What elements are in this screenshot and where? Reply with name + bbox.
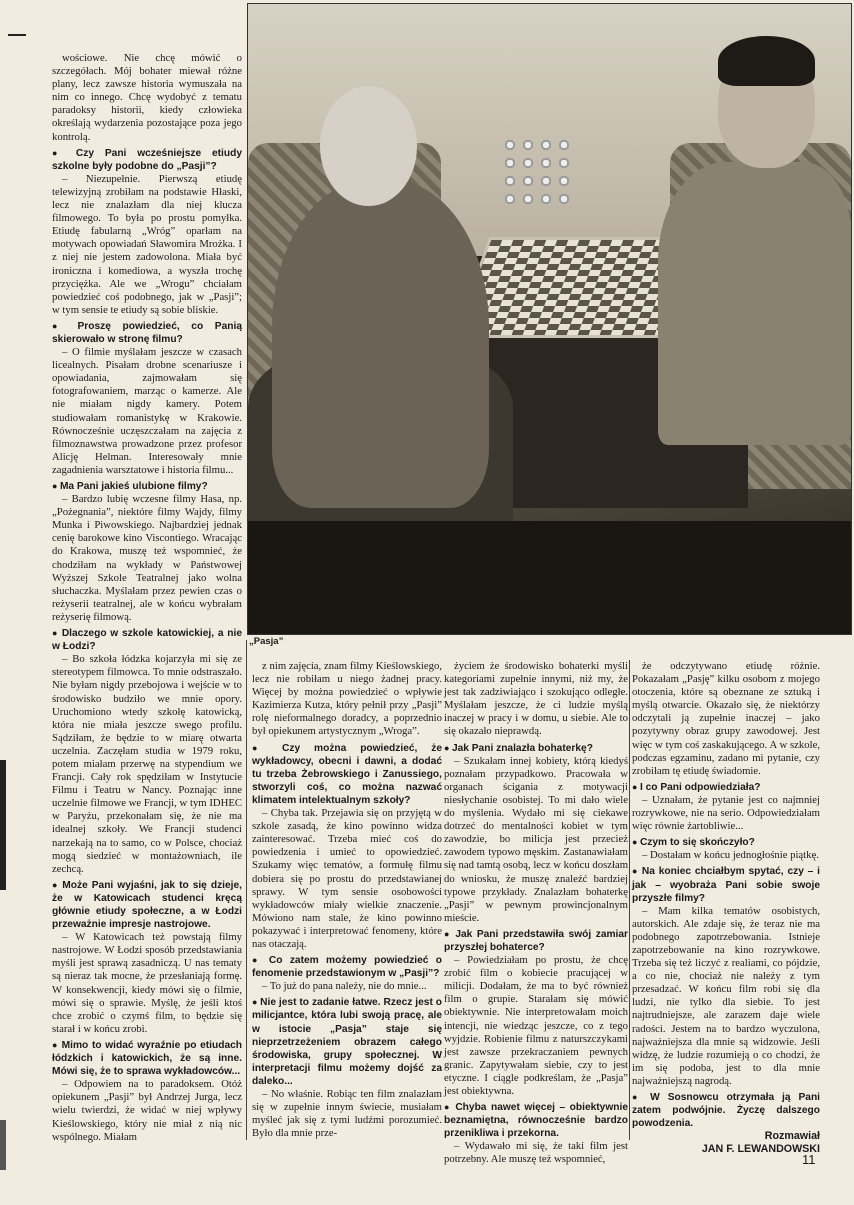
interview-question: ● Czy można powiedzieć, że wykładowcy, obecni i dawni, a dodać tu trzeba Żebrowskiego i Zanussiego, stworzyli coś, co można nazwać klimatem intelektualnym szkoły? (252, 742, 442, 807)
interview-question: ● Mimo to widać wyraźnie po etiudach łódzkich i katowickich, że są inne. Mówi się, że to sprawa wykładowców... (52, 1039, 242, 1078)
interview-question: ● Czym to się skończyło? (632, 836, 820, 849)
interview-question: ● Może Pani wyjaśni, jak to się dzieje, że w Katowicach studenci kręcą głównie etiudy społeczne, a w Łodzi przeważnie impresje nastrojowe. (52, 879, 242, 931)
answer-paragraph: z nim zajęcia, znam filmy Kieślowskiego, lecz nie robiłam u niego żadnej pracy. Więcej by można powiedzieć o wpływie Kazimierza Kutza, który pełnił przy „Pasji” rolę nieformalnego doradcy, a poprzednio był opiekunem artystycznym „Wroga”. (252, 660, 442, 738)
signature-line: JAN F. LEWANDOWSKI (701, 1143, 820, 1156)
page-number: 11 (802, 1152, 816, 1167)
answer-paragraph: że odczytywano etiudę różnie. Pokazałam „Pasję” kilku osobom z mojego otoczenia, które są obeznane ze sztuką i myślą otwarcie. Okazało się, że niektórzy odczytali ją zupełnie inaczej – jako pozytywny obraz grupy zawodowej. Jest więc w tym coś zaskakującego. A w szkole, podczas egzaminu, zadano mi pytanie, czy zrobiłam tę etiudę świadomie. (632, 660, 820, 777)
answer-paragraph: – Dostałam w końcu jednogłośnie piątkę. (642, 849, 819, 862)
interview-question: ● Czy Pani wcześniejsze etiudy szkolne były podobne do „Pasji”? (52, 147, 242, 173)
column-rule (629, 660, 630, 1140)
interview-question: ● W Sosnowcu otrzymała ją Pani zatem podwójnie. Życzę dalszego powodzenia. (632, 1091, 820, 1130)
answer-paragraph: – Bardzo lubię wczesne filmy Hasa, np. „Pożegnania”, niektóre filmy Wajdy, filmy Munka i Piwowskiego. Najbardziej jednak cenię barokowe kino Viscontiego. Wracając do Krakowa, muszę też wspomnieć, że chodziłam na wykłady w Państwowej Wyższej Szkole Teatralnej jako wolna słuchaczka. Myślałam przez pewien czas o reżyserii teatralnej, ale w końcu wybrałam reżyserię filmową. (52, 493, 242, 623)
top-left-rule (8, 34, 26, 36)
answer-paragraph: – Szukałam innej kobiety, którą kiedyś poznałam przypadkowo. Pracowała w organach ścigania z motywacji niesłychanie osobistej. To mi dało wiele do myślenia. Wydało mi się ciekawe dotrzeć do mentalności kobiet w tym zawodzie, bo milicja jest przecież zawodem typowo męskim. Zastanawiałam się nad tamtą osobą, lecz w końcu doszłam do wniosku, że muszę znaleźć bardziej typowe przykłady. Znalazłam bohaterkę „Pasji” w pewnym prowincjonalnym mieście. (444, 754, 629, 924)
answer-paragraph: – W Katowicach też powstają filmy nastrojowe. W Łodzi sposób przedstawiania myśli jest sprawą zasadniczą. U nas tematy są nieraz tak mocne, że przesłaniają formę. W konsekwencji, kiedy mówi się o filmie, mówi się o sprawie. Myślę, że jeśli ktoś chce zrobić o czymś film, to będzie się starał i w końcu zrobi. (52, 931, 242, 1035)
answer-paragraph: – Wydawało mi się, że taki film jest potrzebny. Ale muszę też wspomnieć, (444, 1140, 628, 1166)
answer-paragraph: życiem że środowisko bohaterki myśli kategoriami zupełnie innymi, niż my, że jest tak zadziwiająco i szokująco odległe. Myślałam jeszcze, że ci ludzie myślą inaczej w pracy i w domu, u siebie. Ale to się okazało nieprawdą. (444, 660, 628, 738)
interview-question: ● Na koniec chciałbym spytać, czy – i jak – wyobraża Pani sobie swoje przyszłe filmy? (632, 865, 820, 904)
column-rule (246, 640, 247, 1140)
interview-question: ● Dlaczego w szkole katowickiej, a nie w Łodzi? (52, 627, 242, 653)
left-edge-mark (0, 760, 6, 890)
left-edge-mark-lower (0, 1120, 6, 1170)
answer-paragraph: – Chyba tak. Przejawia się on przyjętą w szkole zasadą, że kino powinno widza zainteresować. Trzeba mieć coś do powiedzenia i umieć to opowiedzieć. Szukamy więc tematów, a formułę filmu dobiera się po prostu do przedstawianej sprawy. W tym sensie osobowości wykładowców miały wielkie znaczenie. Mówiono nam stale, że kino powinno pokazywać i interpretować fenomeny, które nas otaczają. (252, 807, 442, 950)
text-column-3 (444, 660, 629, 1166)
interview-question: ● Chyba nawet więcej – obiektywnie beznamiętna, równocześnie bardzo przenikliwa i przekorna. (444, 1101, 628, 1140)
interview-question: ● Proszę powiedzieć, co Panią skierowało w stronę filmu? (52, 320, 242, 346)
interview-question: ● Co zatem możemy powiedzieć o fenomenie przedstawionym w „Pasji”? (252, 954, 442, 980)
answer-paragraph: – Mam kilka tematów osobistych, autorskich. Ale zdaje się, że teraz nie ma podobnego zapotrzebowania. Istnieje zapotrzebowanie na kino rozrywkowe. Trzeba się też liczyć z realiami, co pójdzie, a co nie, chociaż nie należy z tym przesadzać. W końcu film robi się dla ludzi, nie tylko dla siebie. To jest najtrudniejsze, ale zarazem daje wiele radości. Jestem na to bardzo wyczulona, najważniejsza dla mnie są widzowie. Jeśli widzę, że ludzie rozumieją o co chodzi, że im się podoba, jest to dla mnie najważniejszą nagrodą. (632, 904, 820, 1087)
interview-question: ● Ma Pani jakieś ulubione filmy? (52, 480, 242, 493)
interview-question: ● Jak Pani przedstawiła swój zamiar przyszłej bohaterce? (444, 928, 628, 954)
answer-paragraph: – To już do pana należy, nie do mnie... (262, 980, 427, 993)
answer-paragraph: – Odpowiem na to paradoksem. Otóż opiekunem „Pasji” był Andrzej Jurga, lecz wielu twierdzi, że widać w niej wpływy Kieślowskiego, który nie miał z nią nic wspólnego. Miałam (52, 1078, 242, 1143)
answer-paragraph: – Bo szkoła łódzka kojarzyła mi się ze stereotypem filmowca. To mnie odstraszało. Nie byłam nigdy przebojowa i wejście w to środowisko budziło we mnie opory. Uruchomiono wtedy szkołę katowicką, która nie miała jeszcze swego profilu. Sądziłam, że będzie to w miarę otwarta uczelnia. Zaczęłam studia w 1979 roku, potem miałam przerwę na stypendium we Francji. Cały rok spędziłam w Instytucie Filmu i Teatru w Nancy. Poznając inne uczelnie filmowe we Francji, w tym IDHEC w Paryżu, przekonałam się, że nie ma idealnej szkoły. We Francji studenci narzekają na to samo, co w Polsce, chociaż mogą siedzieć w montażowniach, ile zechcą. (52, 653, 242, 875)
answer-paragraph: wościowe. Nie chcę mówić o szczegółach. Mój bohater miewał różne plany, lecz zawsze historia wymuszała na nim co innego. Chcę wydobyć z tematu paradoksy historii, kiedy człowieka określają wydarzenia pozostające poza jego kontrolą. (52, 52, 242, 143)
answer-paragraph: – Niezupełnie. Pierwszą etiudę telewizyjną zrobiłam na podstawie Hłaski, lecz nie znalazłam dla niej klucza filmowego. To była po prostu pomyłka. Etiudę fabularną „Wróg” oparłam na motywach opowiadań Sławomira Mrożka. I z niej nie jestem zadowolona. Miała być ironiczna i komediowa, a wyszła trochę przyciężka. Ale we „Wrogu” chciałam powiedzieć coś podobnego, jak w „Pasji”; w tym sensie te etiudy są sobie bliskie. (52, 172, 242, 316)
photo-caption: „Pasja” (249, 636, 284, 647)
interview-question: ● Nie jest to zadanie łatwe. Rzecz jest o milicjantce, która lubi swoją pracę, ale w istocie „Pasja” staje się nieprzetrzeżeniem obrazem całego środowiska, grupy społecznej. W interpretacji filmu możemy dojść za daleko... (252, 996, 442, 1088)
text-column-4 (632, 660, 821, 1156)
answer-paragraph: – Uznałam, że pytanie jest co najmniej rozrywkowe, nie na serio. Odpowiedziałam więc równie żartobliwie... (632, 793, 820, 833)
answer-paragraph: – No właśnie. Robiąc ten film znalazłam się w zupełnie innym świecie, musiałam myśleć jak się z tymi ludźmi porozumieć. Było dla mnie prze- (252, 1088, 442, 1140)
answer-paragraph: – O filmie myślałam jeszcze w czasach licealnych. Pisałam drobne scenariusze i opowiadania, zajmowałam się fotografowaniem, marząc o kamerze. Ale nie miałam nigdy kamery. Potem studiowałam romanistykę w Krakowie. Równocześnie uczęszczałam na zajęcia z filmoznawstwa prowadzone przez profesor Alicję Helman. Interesowały mnie zagadnienia warsztatowe i historia filmu... (52, 346, 242, 476)
interview-question: ● I co Pani odpowiedziała? (632, 781, 820, 794)
answer-paragraph: – Powiedziałam po prostu, że chcę zrobić film o kobiecie pracującej w milicji. Dodałam, że ma to być również film o grupie. Starałam się mówić obiektywnie. Nie interpretowałam moich intencji, nie wiedząc jeszcze, co z tego wyjdzie. Robienie filmu z naturszczykami jest zawsze przekraczaniem pewnych granic. Zapytywałam siebie, czy to jest etyczne. I ciągle podkreślam, że „Pasja” jest obiektywna. (444, 954, 628, 1097)
chess-players-photo (247, 3, 852, 635)
text-column-1 (52, 52, 242, 1172)
text-column-2 (252, 660, 442, 1142)
interview-question: ● Jak Pani znalazła bohaterkę? (444, 742, 628, 755)
signature-line: Rozmawiał (764, 1130, 820, 1143)
